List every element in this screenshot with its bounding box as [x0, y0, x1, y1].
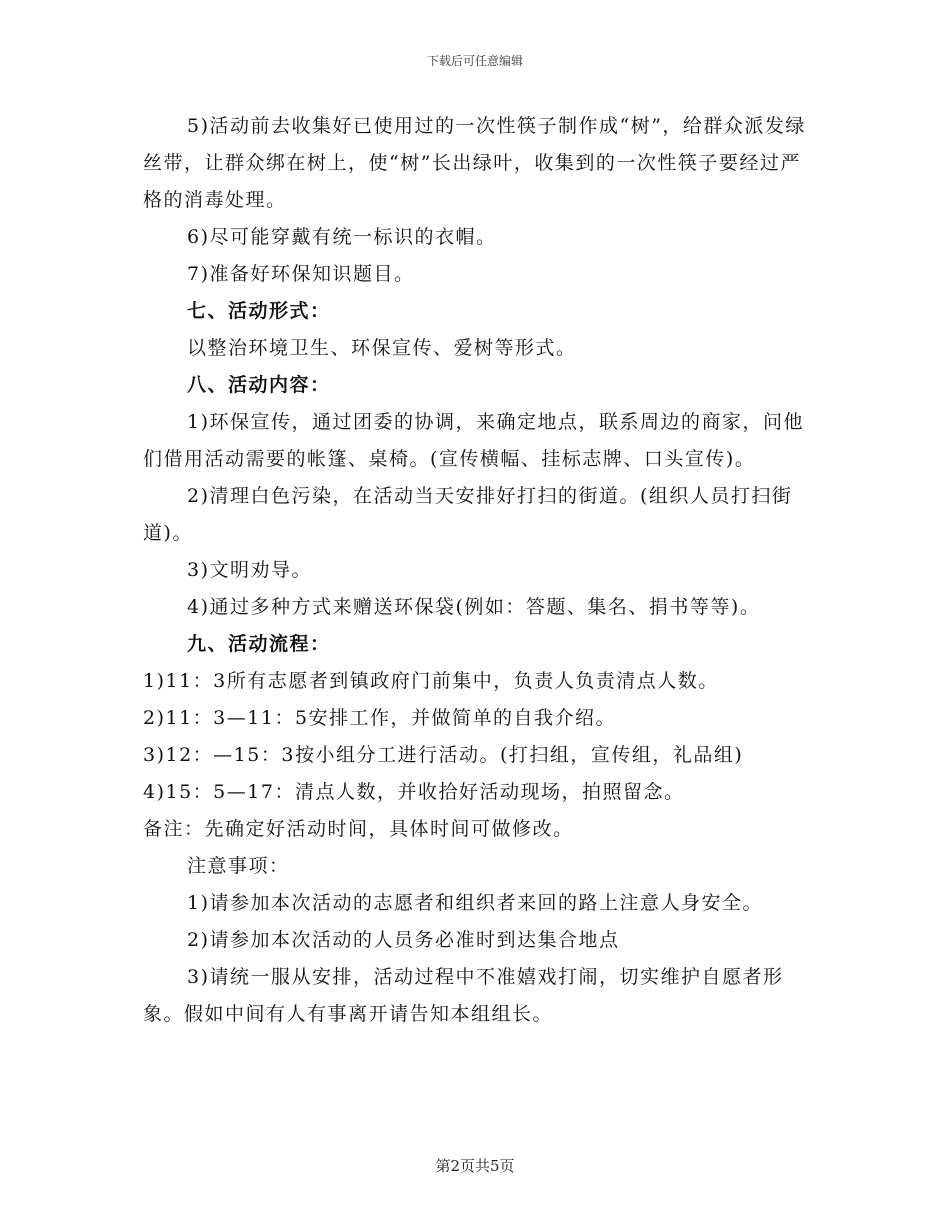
note-item-1: 1)请参加本次活动的志愿者和组织者来回的路上注意人身安全。	[187, 892, 764, 914]
process-step-4: 4)15：5—17：清点人数，并收拾好活动现场，拍照留念。	[143, 781, 685, 803]
section-heading-process: 九、活动流程：	[187, 633, 331, 655]
note-item-3: 3)请统一服从安排，活动过程中不准嬉戏打闹，切实维护自愿者形象。假如中间有人有事离开请告知本组组长。	[143, 966, 784, 1025]
section-heading-content: 八、活动内容：	[187, 374, 331, 396]
notes-heading: 注意事项：	[187, 855, 290, 877]
process-step-1: 1)11：3所有志愿者到镇政府门前集中，负责人负责清点人数。	[143, 670, 719, 692]
note-item-2: 2)请参加本次活动的人员务必准时到达集合地点	[187, 929, 620, 951]
paragraph-item-7: 7)准备好环保知识题目。	[187, 263, 415, 285]
paragraph-item-5: 5)活动前去收集好已使用过的一次性筷子制作成“树”，给群众派发绿丝带，让群众绑在树上，使“树”长出绿叶，收集到的一次性筷子要经过严格的消毒处理。	[143, 115, 806, 211]
section-heading-form: 七、活动形式：	[187, 300, 331, 322]
paragraph-content-3: 3)文明劝导。	[187, 559, 313, 581]
document-body	[143, 108, 807, 1033]
paragraph-content-4: 4)通过多种方式来赠送环保袋(例如：答题、集名、捐书等等)。	[187, 596, 761, 618]
page-header: 下载后可任意编辑	[426, 54, 523, 68]
paragraph-item-6: 6)尽可能穿戴有统一标识的衣帽。	[187, 226, 497, 248]
process-step-3: 3)12：—15：3按小组分工进行活动。(打扫组，宣传组，礼品组)	[143, 744, 744, 766]
paragraph-form-text: 以整治环境卫生、环保宣传、爱树等形式。	[187, 337, 577, 359]
process-step-2: 2)11：3—11：5安排工作，并做简单的自我介绍。	[143, 707, 617, 729]
paragraph-content-1: 1)环保宣传，通过团委的协调，来确定地点，联系周边的商家，问他们借用活动需要的帐篷、桌椅。(宣传横幅、挂标志牌、口头宣传)。	[143, 411, 805, 470]
paragraph-content-2: 2)清理白色污染，在活动当天安排好打扫的街道。(组织人员打扫街道)。	[143, 485, 793, 544]
remark-note: 备注：先确定好活动时间，具体时间可做修改。	[143, 818, 574, 840]
page-footer: 第2页共5页	[435, 1157, 515, 1175]
